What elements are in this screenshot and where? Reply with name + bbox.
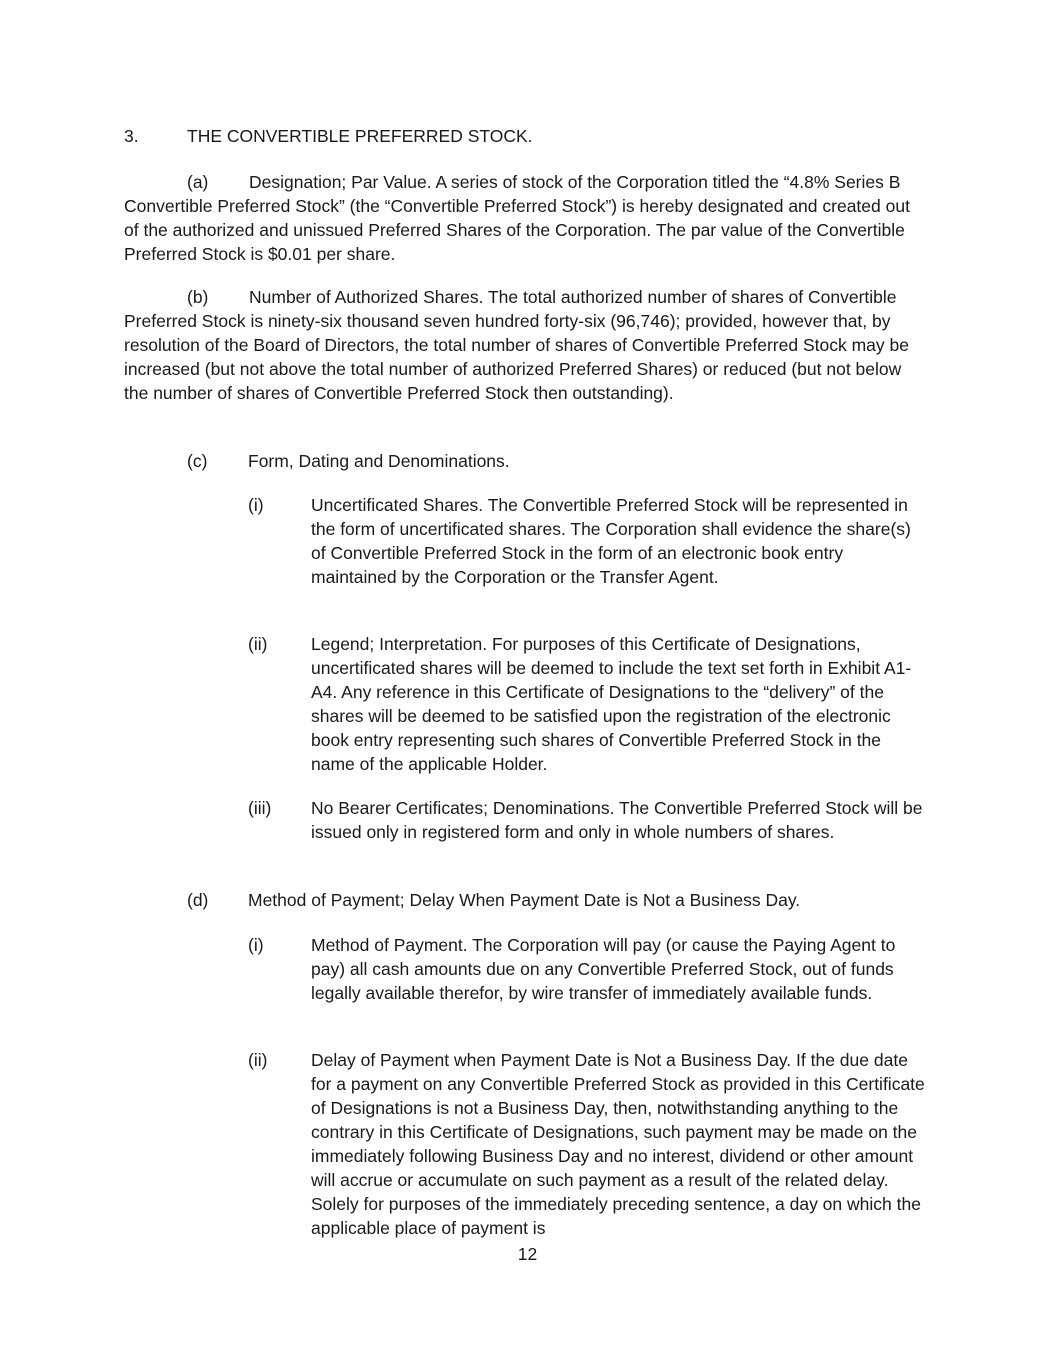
item-label: (ii) <box>248 634 268 654</box>
subsection-title: Method of Payment; Delay When Payment Date is Not a Business Day. <box>248 890 801 910</box>
item-label: (ii) <box>248 1050 268 1070</box>
item-text: Legend; Interpretation. For purposes of this Certificate of Designations, uncertificated shares will be deemed to include the text set forth in Exhibit A1-A4. Any reference in this Certificate of Designations to the “delivery” of the shares will be deemed to be satisfied upon the registration of the electronic book entry representing such shares of Convertible Preferred Stock in the name of the applicable Holder. <box>311 634 912 774</box>
list-item <box>248 933 928 1005</box>
paragraph-b <box>124 285 924 405</box>
item-text: Method of Payment. The Corporation will pay (or cause the Paying Agent to pay) all cash amounts due on any Convertible Preferred Stock, out of funds legally available therefor, by wire transfer of immediately available funds. <box>311 935 896 1003</box>
list-item <box>248 632 928 776</box>
item-text: Uncertificated Shares. The Convertible Preferred Stock will be represented in the form of uncertificated shares. The Corporation shall evidence the share(s) of Convertible Preferred Stock in the form of an electronic book entry maintained by the Corporation or the Transfer Agent. <box>311 495 911 587</box>
paragraph-label: (b) <box>187 287 209 307</box>
paragraph-text: Number of Authorized Shares. The total authorized number of shares of Convertible Preferred Stock is ninety-six thousand seven hundred forty-six (96,746); provided, however that, by resolution of the Board of Directors, the total number of shares of Convertible Preferred Stock may be increased (but not above the total number of authorized Preferred Shares) or reduced (but not below the number of shares of Convertible Preferred Stock then outstanding). <box>124 287 909 403</box>
subsection-title: Form, Dating and Denominations. <box>248 451 510 471</box>
paragraph-a <box>124 170 924 266</box>
list-item <box>248 1048 928 1240</box>
item-text: Delay of Payment when Payment Date is Not a Business Day. If the due date for a payment on any Convertible Preferred Stock as provided in this Certificate of Designations is not a Business Day, then, notwithstanding anything to the contrary in this Certificate of Designations, such payment may be made on the immediately following Business Day and no interest, dividend or other amount will accrue or accumulate on such payment as a result of the related delay. Solely for purposes of the immediately preceding sentence, a day on which the applicable place of payment is <box>311 1050 925 1238</box>
subsection-label: (c) <box>187 451 208 471</box>
item-label: (i) <box>248 495 264 515</box>
list-item <box>248 493 928 589</box>
paragraph-label: (a) <box>187 172 209 192</box>
item-label: (iii) <box>248 798 272 818</box>
subsection-c-heading <box>187 449 927 473</box>
paragraph-text: Designation; Par Value. A series of stock of the Corporation titled the “4.8% Series B Convertible Preferred Stock” (the “Convertible Preferred Stock”) is hereby designated and created out of the authorized and unissued Preferred Shares of the Corporation. The par value of the Convertible Preferred Stock is $0.01 per share. <box>124 172 910 264</box>
item-text: No Bearer Certificates; Denominations. The Convertible Preferred Stock will be issued only in registered form and only in whole numbers of shares. <box>311 798 923 842</box>
list-item <box>248 796 928 844</box>
subsection-d-heading <box>187 888 927 912</box>
item-label: (i) <box>248 935 264 955</box>
subsection-label: (d) <box>187 890 209 910</box>
section-number: 3. <box>124 126 139 146</box>
page-number: 12 <box>517 1244 538 1264</box>
section-title: THE CONVERTIBLE PREFERRED STOCK. <box>187 126 533 146</box>
section-heading <box>124 124 533 148</box>
